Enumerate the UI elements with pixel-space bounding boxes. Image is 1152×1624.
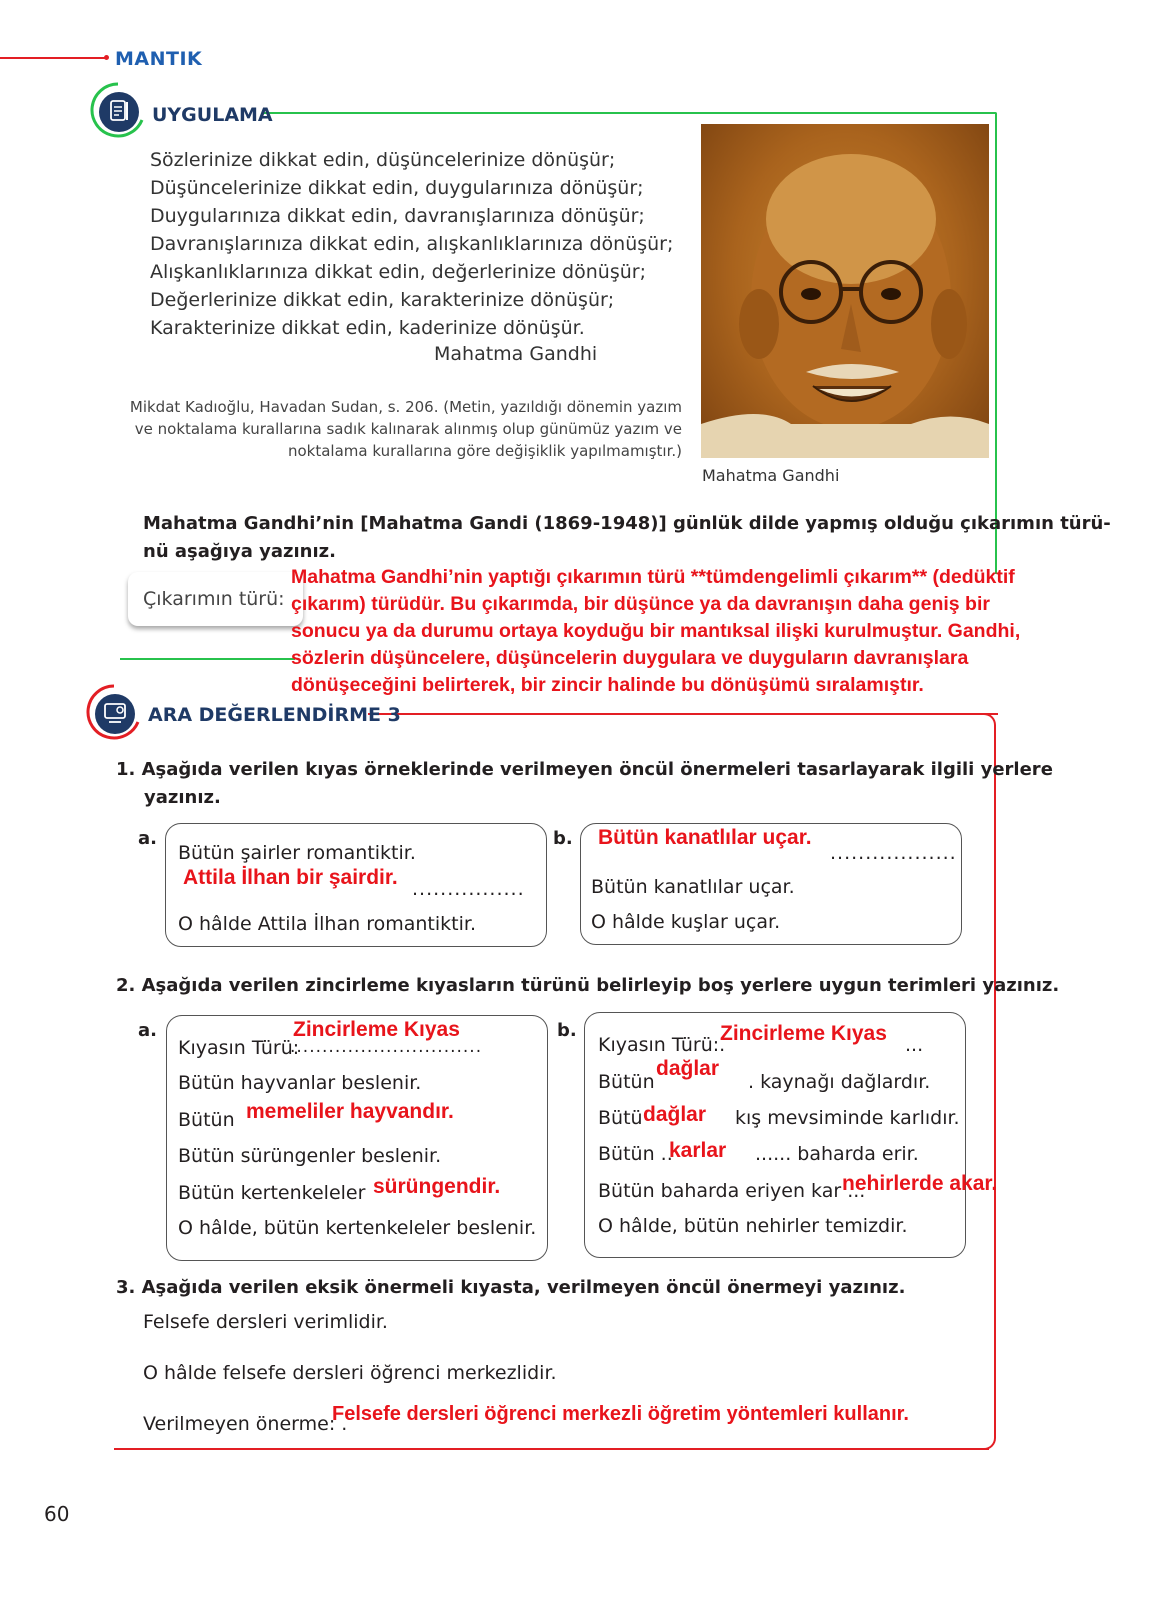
poem-line: Duygularınıza dikkat edin, davranışlarınıza dönüşür; — [150, 205, 645, 227]
q2b-line-1-start: Bütün — [598, 1071, 655, 1093]
q2b-line-2-answer[interactable]: dağlar — [643, 1103, 707, 1126]
q1a-conclusion: O hâlde Attila İlhan romantiktir. — [178, 913, 476, 935]
answer-line: sonucu ya da durumu ortaya koyduğu bir mantıksal ilişki kurulmuştur. Gandhi, — [291, 620, 1021, 642]
q2a-label: a. — [138, 1020, 157, 1041]
source-line: Mikdat Kadıoğlu, Havadan Sudan, s. 206. (Metin, yazıldığı dönemin yazım — [129, 398, 682, 416]
evaluation-icon — [84, 682, 144, 742]
q1-line: 1. Aşağıda verilen kıyas örneklerinde verilmeyen öncül önermeleri tasarlayarak ilgili yerlere — [116, 759, 1053, 780]
header-rule-dot — [104, 55, 109, 60]
q2b-line-4-answer[interactable]: nehirlerde akar. — [842, 1172, 998, 1195]
q1a-answer[interactable]: Attila İlhan bir şairdir. — [183, 866, 398, 889]
q1a-label: a. — [138, 828, 157, 849]
q2b-line-3-end: ...... baharda erir. — [755, 1143, 919, 1165]
source-line: ve noktalama kurallarına sadık kalınarak alınmış olup günümüz yazım ve — [134, 420, 682, 438]
q3-premise: Felsefe dersleri verimlidir. — [143, 1311, 388, 1333]
q2a-line-4-answer[interactable]: sürüngendir. — [373, 1175, 501, 1198]
q1a-premise-1: Bütün şairler romantiktir. — [178, 842, 416, 864]
poem-author: Mahatma Gandhi — [434, 343, 598, 365]
q1b-dots: .................. — [830, 842, 957, 864]
q2a-conclusion: O hâlde, bütün kertenkeleler beslenir. — [178, 1217, 537, 1239]
poem-line: Davranışlarınıza dikkat edin, alışkanlıklarınıza dönüşür; — [150, 233, 674, 255]
uygulama-title: UYGULAMA — [152, 104, 273, 126]
answer-line: sözlerin düşüncelere, düşüncelerin duygulara ve duyguların davranışlara — [291, 647, 969, 669]
gandhi-photo — [701, 124, 989, 458]
photo-caption: Mahatma Gandhi — [702, 466, 840, 485]
source-line: noktalama kurallarına göre değişiklik yapılmamıştır.) — [287, 442, 682, 460]
question-line: nü aşağıya yazınız. — [143, 541, 336, 562]
q2a-type-label: Kıyasın Türü: — [178, 1037, 300, 1059]
q2b-conclusion: O hâlde, bütün nehirler temizdir. — [598, 1215, 908, 1237]
q2a-line-2-answer[interactable]: memeliler hayvandır. — [246, 1100, 454, 1123]
q2b-line-2-end: kış mevsiminde karlıdır. — [735, 1107, 960, 1129]
q2b-type-tail: ... — [905, 1034, 924, 1056]
ara-title: ARA DEĞERLENDİRME 3 — [148, 704, 401, 726]
q1-text — [116, 756, 1053, 812]
q3-text: 3. Aşağıda verilen eksik önermeli kıyasta, verilmeyen öncül önermeyi yazınız. — [116, 1277, 906, 1298]
q3-missing-label: Verilmeyen önerme: . — [143, 1413, 348, 1435]
q2a-type-dots: .............................. — [290, 1037, 483, 1057]
q1b-premise-2: Bütün kanatlılar uçar. — [591, 876, 795, 898]
q2b-type-label: Kıyasın Türü:. — [598, 1034, 726, 1056]
uygulama-question — [143, 510, 1111, 566]
q2b-line-4-start: Bütün baharda eriyen kar ... — [598, 1180, 866, 1202]
q2a-line-3: Bütün sürüngenler beslenir. — [178, 1145, 442, 1167]
poem — [150, 146, 673, 342]
q2b-line-3-answer[interactable]: karlar — [669, 1139, 727, 1162]
header-rule — [0, 57, 106, 59]
q2b-label: b. — [557, 1020, 577, 1041]
uygulama-frame-bottom — [120, 658, 295, 660]
q2a-line-2-start: Bütün — [178, 1109, 235, 1131]
uygulama-answer[interactable] — [291, 564, 1020, 699]
uygulama-icon — [88, 80, 148, 140]
uygulama-frame-top — [262, 112, 997, 114]
q2b-line-1-answer[interactable]: dağlar — [656, 1057, 720, 1080]
poem-line: Alışkanlıklarınıza dikkat edin, değerlerinize dönüşür; — [150, 261, 646, 283]
answer-line: dönüşeceğini belirterek, bir zincir halinde bu dönüşümü sıralamıştır. — [291, 674, 924, 696]
q1b-label: b. — [553, 828, 573, 849]
q1a-dots: ................ — [412, 878, 525, 900]
q2a-line-1: Bütün hayvanlar beslenir. — [178, 1072, 422, 1094]
q2a-type-answer[interactable]: Zincirleme Kıyas — [293, 1018, 460, 1041]
q1b-answer[interactable]: Bütün kanatlılar uçar. — [598, 826, 812, 849]
ara-frame-bottom — [114, 1448, 989, 1450]
q2b-line-1-end: . kaynağı dağlardır. — [748, 1071, 931, 1093]
uygulama-frame-right — [995, 112, 997, 574]
question-line: Mahatma Gandhi’nin [Mahatma Gandi (1869-1948)] günlük dilde yapmış olduğu çıkarımın türü- — [143, 513, 1111, 534]
q1b-conclusion: O hâlde kuşlar uçar. — [591, 911, 781, 933]
q2-text: 2. Aşağıda verilen zincirleme kıyasların türünü belirleyip boş yerlere uygun terimleri yazınız. — [116, 975, 1060, 996]
poem-line: Sözlerinize dikkat edin, düşüncelerinize dönüşür; — [150, 149, 616, 171]
q2b-line-3-start: Bütün .. — [598, 1143, 673, 1165]
section-title: MANTIK — [115, 48, 203, 70]
poem-line: Karakterinize dikkat edin, kaderinize dönüşür. — [150, 317, 585, 339]
q3-conclusion: O hâlde felsefe dersleri öğrenci merkezlidir. — [143, 1362, 557, 1384]
q2b-type-answer[interactable]: Zincirleme Kıyas — [720, 1022, 887, 1045]
ara-frame-top — [368, 713, 998, 715]
source-citation — [120, 396, 682, 462]
page-number: 60 — [44, 1502, 70, 1526]
q2a-line-4-start: Bütün kertenkeleler — [178, 1182, 366, 1204]
answer-line: Mahatma Gandhi’nin yaptığı çıkarımın türü **tümdengelimli çıkarım** (dedüktif — [291, 566, 1015, 588]
ara-frame-right — [984, 713, 996, 1450]
poem-line: Değerlerinize dikkat edin, karakterinize dönüşür; — [150, 289, 615, 311]
q2b-line-2-start: Bütü — [598, 1107, 643, 1129]
q3-answer[interactable]: Felsefe dersleri öğrenci merkezli öğretim yöntemleri kullanır. — [332, 1403, 909, 1425]
answer-label: Çıkarımın türü: — [143, 588, 285, 610]
answer-line: çıkarım) türüdür. Bu çıkarımda, bir düşünce ya da davranışın daha geniş bir — [291, 593, 990, 615]
poem-line: Düşüncelerinize dikkat edin, duygularınıza dönüşür; — [150, 177, 644, 199]
q1-line: yazınız. — [144, 787, 221, 808]
